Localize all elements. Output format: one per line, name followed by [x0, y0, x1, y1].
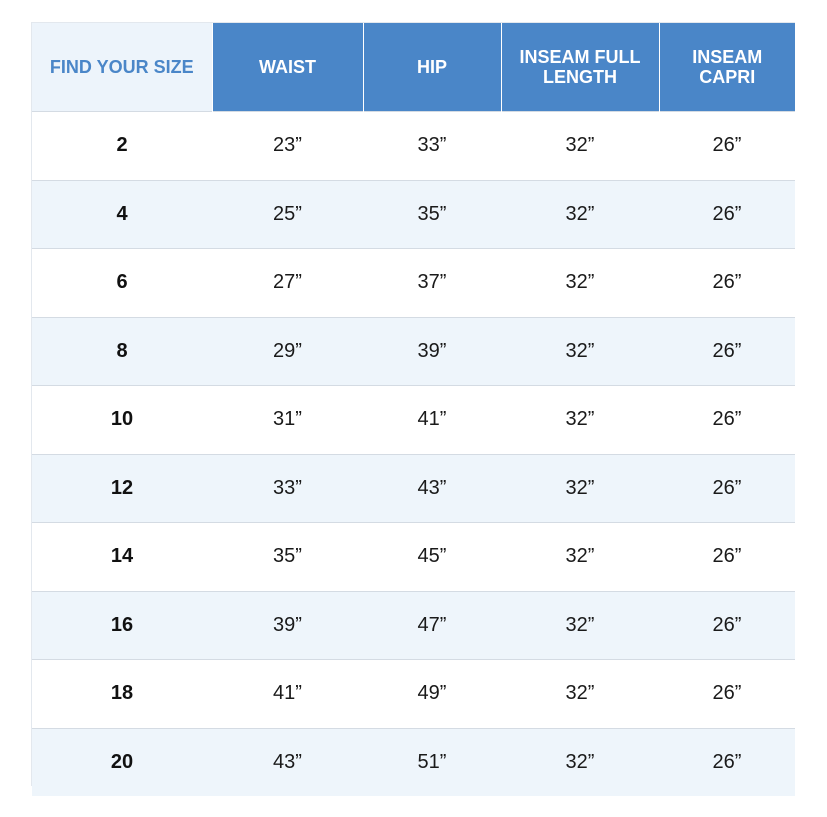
header-label: HIP: [416, 57, 447, 77]
size-cell: 18: [32, 660, 212, 729]
size-cell: 6: [32, 249, 212, 318]
inseam-capri-cell: 26”: [659, 454, 795, 523]
header-label: WAIST: [259, 57, 316, 77]
size-chart-table: [32, 23, 795, 796]
header-inseam-full-length: [501, 23, 659, 112]
table-row: [32, 112, 795, 181]
waist-cell: 27”: [212, 249, 363, 318]
waist-cell: 29”: [212, 317, 363, 386]
waist-cell: 35”: [212, 523, 363, 592]
table-row: [32, 180, 795, 249]
table-row: [32, 660, 795, 729]
header-label: FIND YOUR SIZE: [49, 57, 194, 77]
waist-cell: 41”: [212, 660, 363, 729]
header-inseam-capri: [659, 23, 795, 112]
hip-cell: 33”: [363, 112, 501, 181]
size-cell: 12: [32, 454, 212, 523]
table-row: [32, 728, 795, 796]
inseam-full-cell: 32”: [501, 523, 659, 592]
inseam-capri-cell: 26”: [659, 180, 795, 249]
waist-cell: 43”: [212, 728, 363, 796]
hip-cell: 45”: [363, 523, 501, 592]
waist-cell: 31”: [212, 386, 363, 455]
size-cell: 14: [32, 523, 212, 592]
hip-cell: 51”: [363, 728, 501, 796]
inseam-capri-cell: 26”: [659, 591, 795, 660]
table-row: [32, 249, 795, 318]
hip-cell: 39”: [363, 317, 501, 386]
header-find-your-size: [32, 23, 212, 112]
hip-cell: 35”: [363, 180, 501, 249]
header-row: [32, 23, 795, 112]
table-row: [32, 317, 795, 386]
table-row: [32, 591, 795, 660]
size-chart-body: [32, 112, 795, 797]
size-cell: 10: [32, 386, 212, 455]
inseam-full-cell: 32”: [501, 454, 659, 523]
hip-cell: 41”: [363, 386, 501, 455]
inseam-full-cell: 32”: [501, 591, 659, 660]
inseam-full-cell: 32”: [501, 317, 659, 386]
inseam-capri-cell: 26”: [659, 112, 795, 181]
inseam-full-cell: 32”: [501, 728, 659, 796]
table-row: [32, 523, 795, 592]
header-label: INSEAM CAPRI: [692, 47, 763, 87]
header-label: INSEAM FULL LENGTH: [519, 47, 641, 87]
inseam-capri-cell: 26”: [659, 249, 795, 318]
size-cell: 8: [32, 317, 212, 386]
inseam-capri-cell: 26”: [659, 317, 795, 386]
inseam-full-cell: 32”: [501, 249, 659, 318]
table-row: [32, 386, 795, 455]
inseam-full-cell: 32”: [501, 386, 659, 455]
size-cell: 4: [32, 180, 212, 249]
hip-cell: 47”: [363, 591, 501, 660]
size-cell: 16: [32, 591, 212, 660]
size-chart-header: [32, 23, 795, 112]
waist-cell: 33”: [212, 454, 363, 523]
hip-cell: 49”: [363, 660, 501, 729]
hip-cell: 43”: [363, 454, 501, 523]
table-row: [32, 454, 795, 523]
waist-cell: 23”: [212, 112, 363, 181]
inseam-capri-cell: 26”: [659, 728, 795, 796]
header-waist: [212, 23, 363, 112]
inseam-capri-cell: 26”: [659, 523, 795, 592]
inseam-full-cell: 32”: [501, 112, 659, 181]
header-hip: [363, 23, 501, 112]
waist-cell: 39”: [212, 591, 363, 660]
size-cell: 20: [32, 728, 212, 796]
inseam-capri-cell: 26”: [659, 386, 795, 455]
inseam-full-cell: 32”: [501, 180, 659, 249]
size-cell: 2: [32, 112, 212, 181]
waist-cell: 25”: [212, 180, 363, 249]
inseam-full-cell: 32”: [501, 660, 659, 729]
hip-cell: 37”: [363, 249, 501, 318]
inseam-capri-cell: 26”: [659, 660, 795, 729]
